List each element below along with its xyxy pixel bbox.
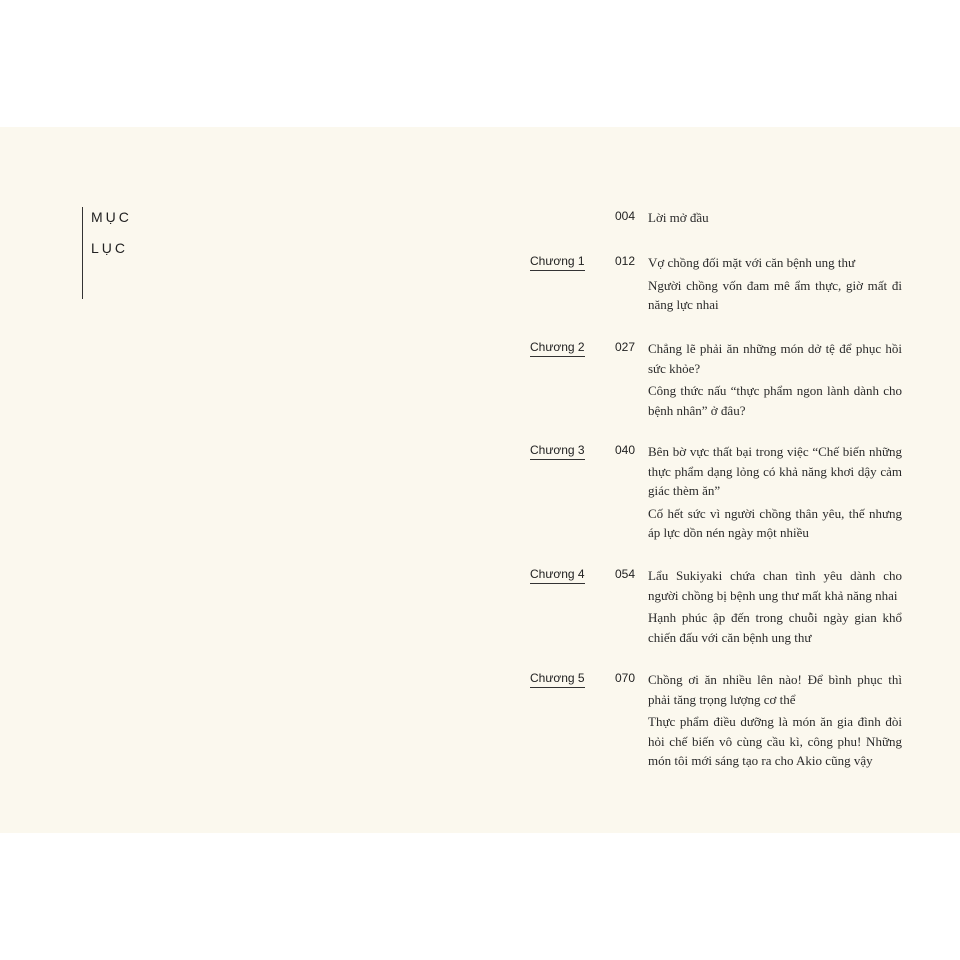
entry-title: Lẩu Sukiyaki chứa chan tình yêu dành cho người chồng bị bệnh ung thư mất khả năng nhai (648, 568, 902, 603)
page-number: 012 (615, 254, 636, 268)
entry-subtitle: Thực phẩm điều dưỡng là món ăn gia đình đòi hỏi chế biến vô cùng cầu kì, công phu! Những món tôi mới sáng tạo ra cho Akio cũng vậy (648, 714, 902, 768)
entry-title: Chẳng lẽ phải ăn những món dở tệ để phục hồi sức khỏe? (648, 341, 902, 376)
entry-subtitle: Người chồng vốn đam mê ẩm thực, giờ mất đi năng lực nhai (648, 277, 902, 312)
toc-heading-line2: LỤC (91, 240, 129, 256)
chapter-label: Chương 5 (530, 671, 585, 688)
chapter-label: Chương 1 (530, 254, 585, 271)
entry-title: Lời mở đầu (648, 210, 709, 225)
toc-heading-line1: MỤC (91, 209, 132, 225)
page-number: 070 (615, 671, 636, 685)
chapter-label: Chương 4 (530, 567, 585, 584)
entry-text (648, 339, 902, 423)
entry-title: Chồng ơi ăn nhiều lên nào! Để bình phục thì phải tăng trọng lượng cơ thể (648, 672, 902, 707)
entry-text (648, 442, 902, 546)
page-number: 027 (615, 340, 636, 354)
chapter-label: Chương 2 (530, 340, 585, 357)
entry-text (648, 670, 902, 774)
entry-subtitle: Hạnh phúc ập đến trong chuỗi ngày gian khổ chiến đấu với căn bệnh ung thư (648, 610, 902, 645)
entry-text (648, 253, 902, 318)
entry-text (648, 208, 902, 231)
page-number: 040 (615, 443, 636, 457)
book-page (0, 127, 960, 833)
chapter-label: Chương 3 (530, 443, 585, 460)
entry-subtitle: Công thức nấu “thực phẩm ngon lành dành cho bệnh nhân” ở đâu? (648, 383, 902, 418)
entry-title: Bên bờ vực thất bại trong việc “Chế biến những thực phẩm dạng lỏng có khả năng khơi dậy cảm giác thèm ăn” (648, 444, 902, 498)
entry-title: Vợ chồng đối mặt với căn bệnh ung thư (648, 255, 856, 270)
entry-subtitle: Cố hết sức vì người chồng thân yêu, thế nhưng áp lực dồn nén ngày một nhiều (648, 505, 902, 540)
page-number: 004 (615, 209, 636, 223)
entry-text (648, 566, 902, 650)
page-number: 054 (615, 567, 636, 581)
toc-heading (82, 207, 143, 299)
